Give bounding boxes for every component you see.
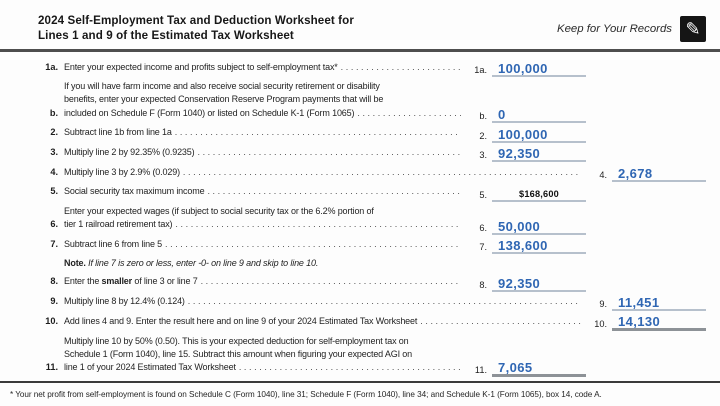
dotted-leader	[201, 275, 461, 288]
value-label: 3.	[479, 150, 487, 161]
value-label: 9.	[599, 299, 607, 310]
pencil-icon: ✎	[680, 16, 706, 42]
row-1b	[38, 80, 706, 120]
dotted-leader	[165, 238, 461, 251]
value-entry-7	[466, 238, 586, 254]
line-text: If you will have farm income and also receive social security retirement or disability	[64, 81, 380, 92]
value-entry-4	[586, 166, 706, 182]
dotted-leader	[188, 295, 581, 308]
row-7	[38, 238, 706, 254]
line-text: Multiply line 2 by 92.35% (0.9235)	[64, 147, 195, 158]
footer-rule	[0, 381, 720, 383]
line-number: 5.	[50, 186, 58, 197]
line-text: line 1 of your 2024 Estimated Tax Worksheet	[64, 361, 236, 372]
row-5	[38, 185, 706, 198]
line-number: 11.	[45, 361, 58, 372]
line-text: Multiply line 8 by 12.4% (0.124)	[64, 296, 185, 307]
row-3	[38, 146, 706, 162]
title-line-1: 2024 Self-Employment Tax and Deduction Worksheet for	[38, 14, 354, 27]
dotted-leader	[175, 218, 461, 231]
value-field-6[interactable]: 50,000	[492, 219, 586, 235]
note-text: If line 7 is zero or less, enter -0- on line 9 and skip to line 10.	[85, 257, 319, 268]
value-field-3[interactable]: 92,350	[492, 146, 586, 162]
value-entry-10	[586, 315, 706, 331]
value-label: 2.	[479, 130, 487, 141]
page-title	[38, 13, 354, 43]
line-number: 8.	[50, 276, 58, 287]
value-entry-3	[466, 146, 586, 162]
line-number: 3.	[50, 147, 58, 158]
line-text: Enter your expected wages (if subject to social security tax or the 6.2% portion of	[64, 206, 374, 217]
row-6	[38, 205, 706, 234]
line-text: benefits, enter your expected Conservation Reserve Program payments that will be	[64, 94, 384, 105]
value-label: 4.	[599, 169, 607, 180]
line-text: Multiply line 10 by 50% (0.50). This is your expected deduction for self-employment tax on	[64, 335, 409, 346]
dotted-leader	[197, 146, 461, 159]
line-number: 2.	[50, 127, 58, 138]
value-field-2[interactable]: 100,000	[492, 127, 586, 143]
line-number: 4.	[50, 166, 58, 177]
value-entry-5	[466, 186, 586, 202]
keep-for-records-label: Keep for Your Records	[556, 23, 672, 35]
value-field-1a[interactable]: 100,000	[492, 61, 586, 77]
value-field-4[interactable]: 2,678	[612, 166, 706, 182]
dotted-leader	[183, 166, 581, 179]
line-text: Add lines 4 and 9. Enter the result here and on line 9 of your 2024 Estimated Tax Worksheet	[64, 315, 418, 326]
value-label: 10.	[594, 319, 607, 330]
value-label: 8.	[479, 279, 487, 290]
worksheet-header	[38, 13, 706, 43]
value-field-5: $168,600	[492, 186, 586, 202]
dotted-leader	[175, 126, 461, 139]
value-field-11[interactable]: 7,065	[492, 361, 586, 377]
value-entry-1a	[466, 61, 586, 77]
dotted-leader	[341, 61, 461, 74]
line-text: tier 1 railroad retirement tax)	[64, 219, 173, 230]
line-number: 6.	[50, 219, 58, 230]
row-1a	[38, 61, 706, 74]
line-number: 7.	[50, 239, 58, 250]
line-text: Schedule 1 (Form 1040), line 15. Subtract this amount when figuring your expected AGI on	[64, 348, 413, 359]
value-entry-9	[586, 295, 706, 311]
value-entry-1b	[466, 107, 586, 123]
dotted-leader	[239, 361, 461, 374]
value-field-1b[interactable]: 0	[492, 107, 586, 123]
value-label: 11.	[474, 365, 487, 376]
dotted-leader	[357, 107, 461, 120]
row-4	[38, 166, 706, 179]
line-text: included on Schedule F (Form 1040) or listed on Schedule K-1 (Form 1065)	[64, 107, 355, 118]
row-8	[38, 275, 706, 291]
row-10	[38, 315, 706, 328]
line-text: Enter your expected income and profits subject to self-employment tax*	[64, 61, 338, 72]
value-entry-11	[466, 361, 586, 377]
value-label: 1a.	[474, 64, 487, 75]
line-number: 1a.	[45, 61, 58, 72]
value-label: 5.	[479, 189, 487, 200]
row-note	[38, 257, 706, 270]
line-text: Subtract line 1b from line 1a	[64, 127, 172, 138]
value-field-9[interactable]: 11,451	[612, 295, 706, 311]
header-rule	[0, 49, 720, 52]
value-entry-8	[466, 276, 586, 292]
dotted-leader	[207, 185, 461, 198]
line-number: 9.	[50, 296, 58, 307]
line-number: 10.	[45, 315, 58, 326]
value-field-7[interactable]: 138,600	[492, 238, 586, 254]
title-line-2: Lines 1 and 9 of the Estimated Tax Worksheet	[38, 29, 294, 42]
row-11	[38, 335, 706, 375]
value-label: b.	[479, 110, 487, 121]
value-label: 7.	[479, 242, 487, 253]
row-2	[38, 126, 706, 142]
line-number: b.	[49, 107, 58, 118]
value-field-10[interactable]: 14,130	[612, 315, 706, 331]
value-entry-2	[466, 127, 586, 143]
row-9	[38, 295, 706, 311]
value-field-8[interactable]: 92,350	[492, 276, 586, 292]
value-entry-6	[466, 219, 586, 235]
dotted-leader	[420, 315, 581, 328]
value-label: 6.	[479, 222, 487, 233]
line-text: Subtract line 6 from line 5	[64, 239, 162, 250]
keep-for-records	[557, 16, 706, 43]
line-text: Enter the smaller of line 3 or line 7	[64, 276, 198, 287]
note-label: Note.	[64, 257, 86, 268]
line-text: Multiply line 3 by 2.9% (0.029)	[64, 166, 180, 177]
footnote: * Your net profit from self-employment is found on Schedule C (Form 1040), line 31; Schedule F (Form 1040), line 34; and Schedule K-1 (Form 1065), box 14, code A.	[10, 389, 602, 399]
line-text: Social security tax maximum income	[64, 186, 205, 197]
